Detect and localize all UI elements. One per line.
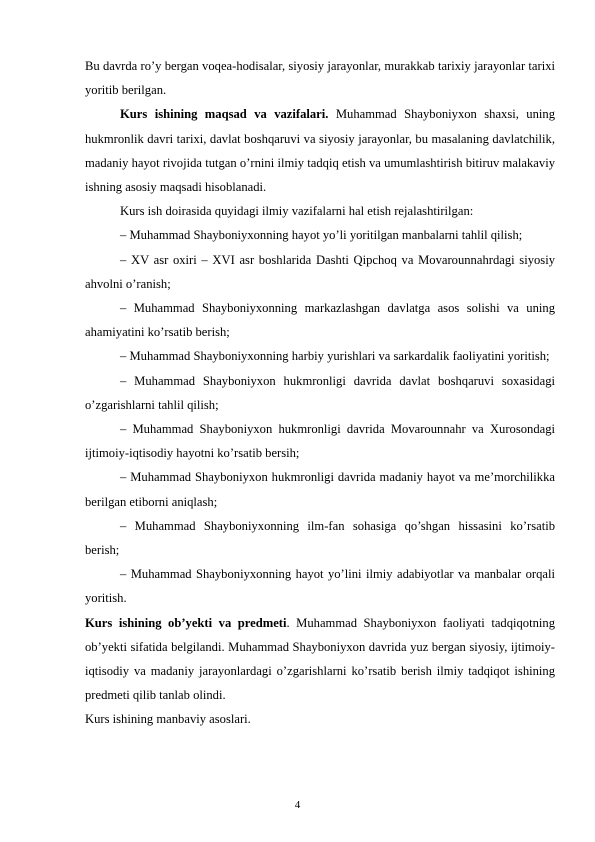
task-item-3: – Muhammad Shayboniyxonning markazlashgan davlatga asos solishi va uning ahamiyatini ko’rsatib berish;: [85, 301, 555, 340]
paragraph-goals: [85, 102, 555, 199]
task-item-4: – Muhammad Shayboniyxonning harbiy yurishlari va sarkardalik faoliyatini yoritish;: [120, 349, 550, 364]
task-item-5: – Muhammad Shayboniyxon hukmronligi davrida davlat boshqaruvi soxasidagi o’zgarishlarni tahlil qilish;: [85, 373, 555, 412]
document-body: [85, 54, 555, 732]
paragraph-object-text: . Muhammad Shayboniyxon faoliyati tadqiqotning ob’yekti sifatida belgilandi. Muhammad Shayboniyxon davrida yuz bergan siyosiy, ijtimoiy-iqtisodiy va madaniy jarayonlardagi o’zgarishlarni ko’rsatib berish ilmiy tadqiqot ishining predmeti qilib tanlab olindi.: [85, 615, 555, 703]
task-item-2: – XV asr oxiri – XVI asr boshlarida Dashti Qipchoq va Movarounnahrdagi siyosiy ahvolni o’ranish;: [85, 252, 555, 291]
paragraph-goals-text: Muhammad Shayboniyxon shaxsi, uning hukmronlik davri tarixi, davlat boshqaruvi va siyosiy jarayonlar, bu masalaning davlatchilik, madaniy hayot rivojida tutgan o’rnini ilmiy tadqiq etish va umumlashtirish bitiruv malakaviy ishning asosiy maqsadi hisoblanadi.: [85, 107, 555, 195]
task-item-9: – Muhammad Shayboniyxonning hayot yo’lini ilmiy adabiyotlar va manbalar orqali yoritish.: [85, 567, 555, 606]
heading-goals: Kurs ishining maqsad va vazifalari.: [120, 107, 329, 122]
paragraph-sources: Kurs ishining manbaviy asoslari.: [85, 712, 251, 727]
task-item-8: – Muhammad Shayboniyxonning ilm-fan sohasiga qo’shgan hissasini ko’rsatib berish;: [85, 518, 555, 558]
task-item-6: – Muhammad Shayboniyxon hukmronligi davrida Movarounnahr va Xurosondagi ijtimoiy-iqtisodiy hayotni ko’rsatib bersih;: [85, 422, 555, 461]
task-item-1: – Muhammad Shayboniyxonning hayot yo’li yoritilgan manbalarni tahlil qilish;: [120, 228, 523, 243]
paragraph-intro: Bu davrda ro’y bergan voqea-hodisalar, siyosiy jarayonlar, murakkab tarixiy jarayonlar tarixi yoritib berilgan.: [85, 59, 555, 98]
paragraph-tasks-intro: Kurs ish doirasida quyidagi ilmiy vazifalarni hal etish rejalashtirilgan:: [120, 204, 474, 219]
task-item-7: – Muhammad Shayboniyxon hukmronligi davrida madaniy hayot va me’morchilikka berilgan etiborni aniqlash;: [85, 470, 555, 509]
paragraph-object: [85, 611, 555, 708]
heading-object: Kurs ishining ob’yekti va predmeti: [85, 615, 287, 630]
page-number: 4: [294, 799, 301, 811]
